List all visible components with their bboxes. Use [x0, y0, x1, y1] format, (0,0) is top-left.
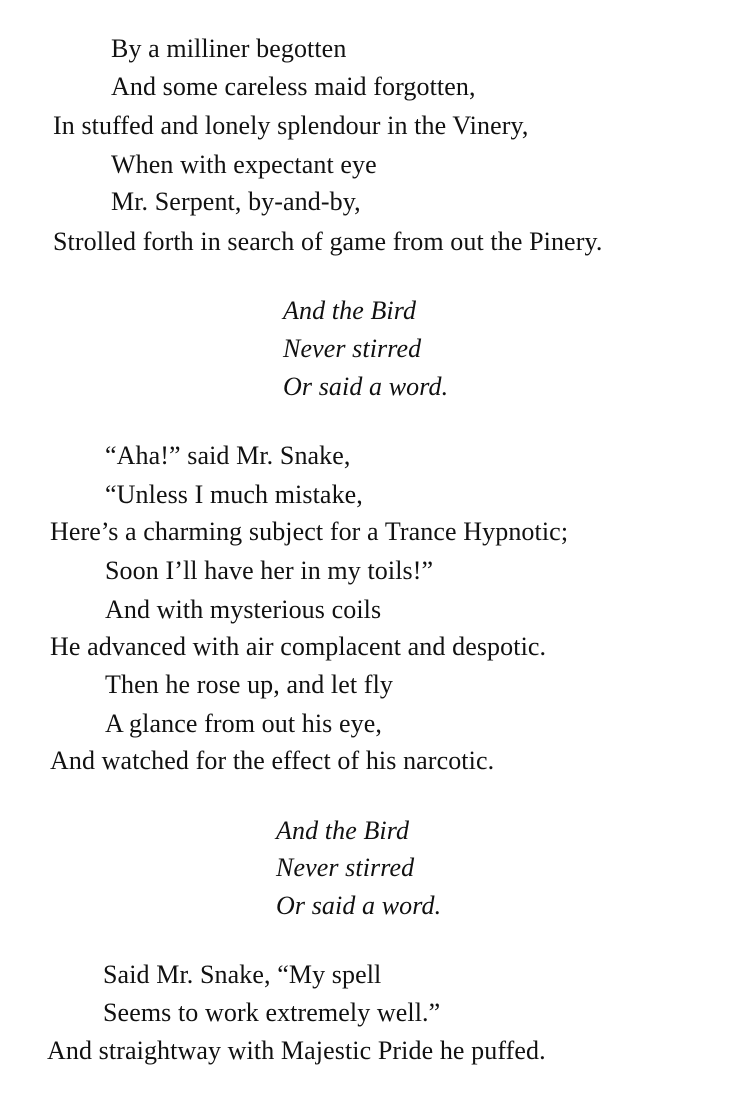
poem-line: Here’s a charming subject for a Trance Hypnotic; — [50, 517, 569, 546]
poem-line: Seems to work extremely well.” — [103, 998, 441, 1027]
poem-line: He advanced with air complacent and despotic. — [50, 632, 547, 661]
poem-line: Said Mr. Snake, “My spell — [103, 960, 382, 989]
poem-line: A glance from out his eye, — [105, 709, 382, 738]
refrain-line: And the Bird — [276, 816, 410, 845]
refrain-line: And the Bird — [283, 296, 417, 325]
poem-line: In stuffed and lonely splendour in the Vinery, — [53, 111, 529, 140]
poem-line: Mr. Serpent, by-and-by, — [111, 187, 361, 216]
poem-line: By a milliner begotten — [111, 34, 347, 63]
poem-line: When with expectant eye — [111, 150, 377, 179]
poem-line: Strolled forth in search of game from out the Pinery. — [53, 227, 603, 256]
refrain-line: Never stirred — [276, 853, 415, 882]
refrain-line: Never stirred — [283, 334, 422, 363]
poem-line: And watched for the effect of his narcotic. — [50, 746, 495, 775]
poem-line: “Aha!” said Mr. Snake, — [105, 441, 351, 470]
poem-line: And straightway with Majestic Pride he puffed. — [47, 1036, 546, 1065]
poem-line: Soon I’ll have her in my toils!” — [105, 556, 434, 585]
poem-line: And some careless maid forgotten, — [111, 72, 476, 101]
poem-line: And with mysterious coils — [105, 595, 382, 624]
poem-line: “Unless I much mistake, — [105, 480, 363, 509]
poem-line: Then he rose up, and let fly — [105, 670, 393, 699]
refrain-line: Or said a word. — [276, 891, 442, 920]
refrain-line: Or said a word. — [283, 372, 449, 401]
